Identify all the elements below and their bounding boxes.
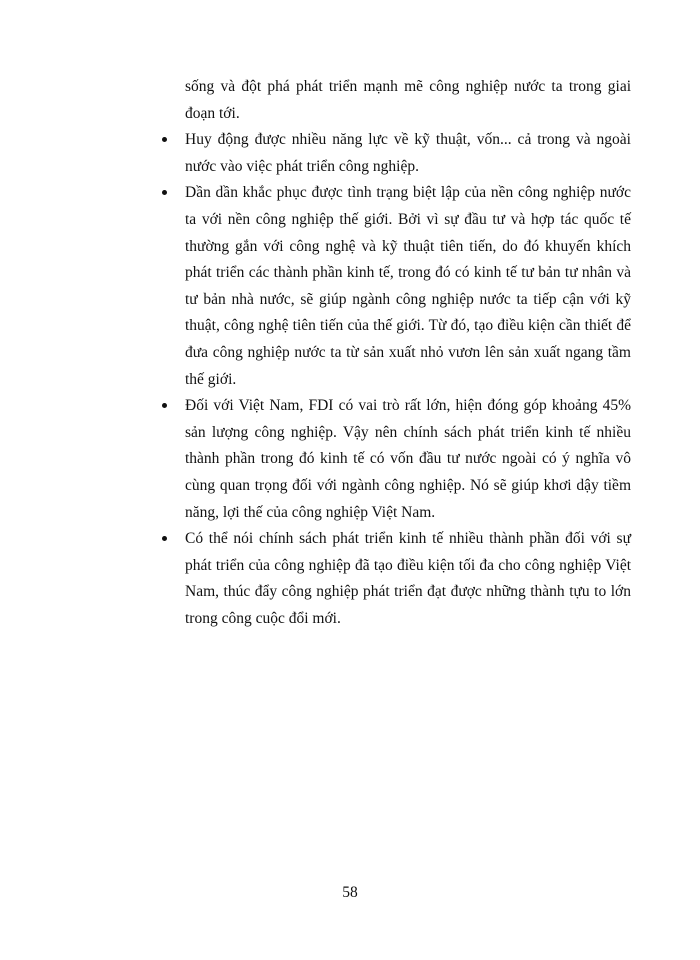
bullet-item [185, 127, 631, 180]
bullet-dot-icon [162, 403, 167, 408]
bullet-dot-icon [162, 190, 167, 195]
bullet-text: Huy động được nhiều năng lực về kỹ thuật, vốn... cả trong và ngoài nước vào việc phát triển công nghiệp. [185, 131, 631, 175]
continuation-paragraph: sống và đột phá phát triển mạnh mẽ công nghiệp nước ta trong giai đoạn tới. [185, 78, 631, 122]
page-body [0, 74, 700, 632]
bullet-item [185, 526, 631, 632]
bullet-text: Đối với Việt Nam, FDI có vai trò rất lớn, hiện đóng góp khoảng 45% sản lượng công nghiệp. Vậy nên chính sách phát triển kinh tế nhiều thành phần trong đó kinh tế có vốn đầu tư nước ngoài có ý nghĩa vô cùng quan trọng đối với ngành công nghiệp. Nó sẽ giúp khơi dậy tiềm năng, lợi thế của công nghiệp Việt Nam. [185, 397, 631, 521]
bullet-item [185, 393, 631, 526]
page-number: 58 [342, 884, 358, 901]
bullet-item [185, 180, 631, 393]
bullet-dot-icon [162, 536, 167, 541]
bullet-dot-icon [162, 137, 167, 142]
bullet-list [0, 127, 700, 632]
bullet-text: Có thể nói chính sách phát triển kinh tế nhiều thành phần đối với sự phát triển của công nghiệp đã tạo điều kiện tối đa cho công nghiệp Việt Nam, thúc đẩy công nghiệp phát triển đạt được những thành tựu to lớn trong công cuộc đổi mới. [185, 530, 631, 627]
bullet-text: Dần dần khắc phục được tình trạng biệt lập của nền công nghiệp nước ta với nền công nghiệp thế giới. Bởi vì sự đầu tư và hợp tác quốc tế thường gắn với công nghệ và kỹ thuật tiên tiến, do đó khuyến khích phát triển các thành phần kinh tế, trong đó có kinh tế tư bản tư nhân và tư bản nhà nước, sẽ giúp ngành công nghiệp nước ta tiếp cận với kỹ thuật, công nghệ tiên tiến của thế giới. Từ đó, tạo điều kiện cần thiết để đưa công nghiệp nước ta từ sản xuất nhỏ vươn lên sản xuất ngang tầm thế giới. [185, 184, 631, 388]
